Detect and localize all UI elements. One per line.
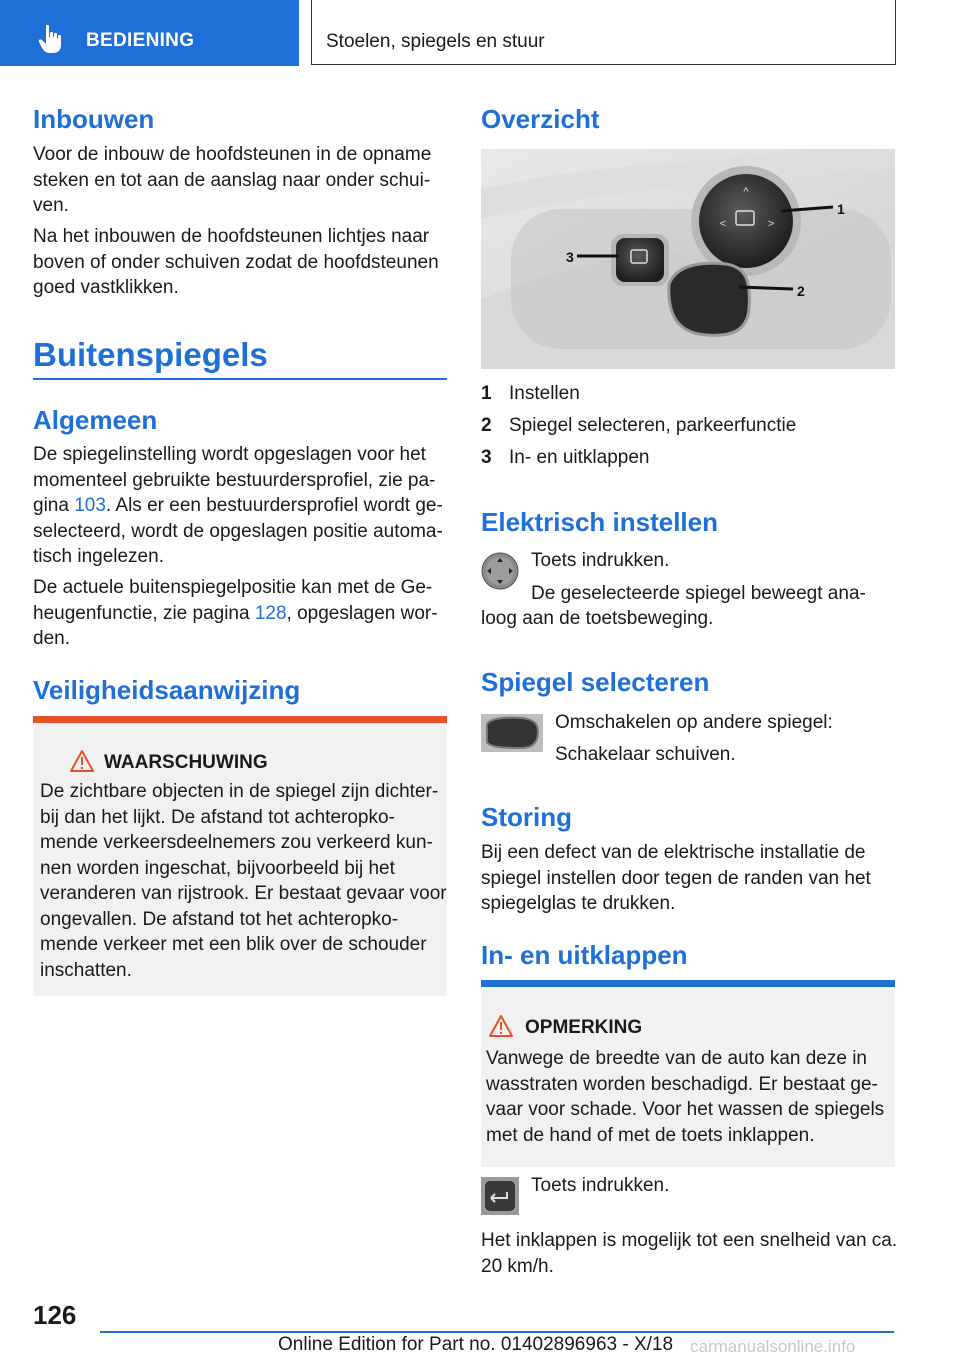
mirror-controls-photo bbox=[481, 149, 895, 369]
elektrisch-line2: De geselecteerde spiegel beweegt ana- bbox=[531, 583, 866, 604]
heading-inbouwen: Inbouwen bbox=[33, 104, 155, 134]
warning-title: WAARSCHUWING bbox=[104, 752, 268, 773]
section-rule bbox=[33, 378, 447, 380]
note-box bbox=[481, 980, 895, 1167]
paragraph-storing: Bij een defect van de elektrische installatie de spiegel instellen door tegen de randen van het spiegelglas te drukken. bbox=[481, 842, 871, 914]
callout-3: 3 bbox=[566, 249, 574, 265]
paragraph-inklappen: Het inklappen is mogelijk tot een snelheid van ca. 20 km/h. bbox=[481, 1230, 898, 1277]
watermark-text: carmanualsonline.info bbox=[690, 1337, 856, 1356]
heading-storing: Storing bbox=[481, 802, 572, 832]
heading-uitklappen: In- en uitklappen bbox=[481, 940, 688, 970]
section-label: BEDIENING bbox=[86, 30, 195, 51]
page-link-128[interactable]: 128 bbox=[254, 602, 287, 624]
page-link-103[interactable]: 103 bbox=[74, 495, 106, 516]
joystick-button-icon bbox=[481, 552, 519, 590]
warning-box bbox=[33, 716, 447, 996]
heading-veiligheid: Veiligheidsaanwijzing bbox=[33, 675, 301, 705]
footer-edition: Online Edition for Part no. 01402896963 - X/18 bbox=[278, 1334, 674, 1355]
svg-text:^: ^ bbox=[743, 186, 749, 198]
selecteren-line2: Schakelaar schuiven. bbox=[555, 744, 736, 765]
fold-mirror-button-icon bbox=[481, 1177, 519, 1215]
selector-switch-icon bbox=[481, 714, 543, 752]
paragraph-algemeen-1: De spiegelinstelling wordt opgeslagen voor het momenteel gebruikte bestuurdersprofiel, zie pa- gina 103. Als er een bestuurdersprofiel wordt ge- selecteerd, wordt de opgeslagen positie automa- tisch ingelezen. bbox=[33, 444, 443, 567]
selecteren-line1: Omschakelen op andere spiegel: bbox=[555, 712, 833, 733]
hand-pointer-icon bbox=[38, 24, 64, 54]
heading-algemeen: Algemeen bbox=[33, 405, 158, 435]
heading-buitenspiegels: Buitenspiegels bbox=[33, 336, 268, 373]
page-number: 126 bbox=[33, 1300, 77, 1330]
note-triangle-icon bbox=[489, 1015, 513, 1037]
heading-elektrisch: Elektrisch instellen bbox=[481, 507, 718, 537]
note-text: Vanwege de breedte van de auto kan deze in wasstraten worden beschadigd. Er bestaat ge- vaar voor schade. Voor het wassen de spiegels met de hand of met de toets inklappen. bbox=[486, 1048, 885, 1146]
elektrisch-line3: loog aan de toetsbeweging. bbox=[481, 608, 714, 629]
warning-text: De zichtbare objecten in de spiegel zijn dichter- bij dan het lijkt. De afstand tot achteropko- mende verkeersdeelnemers zou verkeerd kun- nen worden ingeschat, bijvoorbeeld bij het veranderen van rijstrook. Er bestaat gevaar voor ongevallen. De afstand tot het achteropko- mende verkeer met een blik over de schouder inschatten. bbox=[40, 781, 447, 981]
paragraph-inbouwen-1: Voor de inbouw de hoofdsteunen in de opname steken en tot aan de aanslag naar onder schui- ven. bbox=[33, 144, 432, 216]
chapter-title: Stoelen, spiegels en stuur bbox=[326, 31, 545, 52]
paragraph-algemeen-2: De actuele buitenspiegelpositie kan met de Ge- heugenfunctie, zie pagina 128, opgeslagen wor- den. bbox=[33, 577, 438, 649]
note-title: OPMERKING bbox=[525, 1017, 643, 1038]
footer-rule bbox=[100, 1331, 894, 1333]
elektrisch-line1: Toets indrukken. bbox=[531, 550, 670, 571]
heading-selecteren: Spiegel selecteren bbox=[481, 667, 710, 697]
svg-text:>: > bbox=[767, 218, 775, 230]
callout-2: 2 bbox=[797, 283, 805, 299]
chapter-header bbox=[311, 0, 896, 65]
heading-overzicht: Overzicht bbox=[481, 104, 600, 134]
paragraph-inbouwen-2: Na het inbouwen de hoofdsteunen lichtjes naar boven of onder schuiven zodat de hoofdsteunen goed vastklikken. bbox=[33, 226, 439, 298]
mirror-controls-illustration bbox=[481, 149, 895, 369]
press-text: Toets indrukken. bbox=[531, 1175, 670, 1196]
callout-1: 1 bbox=[837, 201, 845, 217]
svg-text:<: < bbox=[719, 218, 727, 230]
section-tab[interactable] bbox=[0, 0, 299, 66]
